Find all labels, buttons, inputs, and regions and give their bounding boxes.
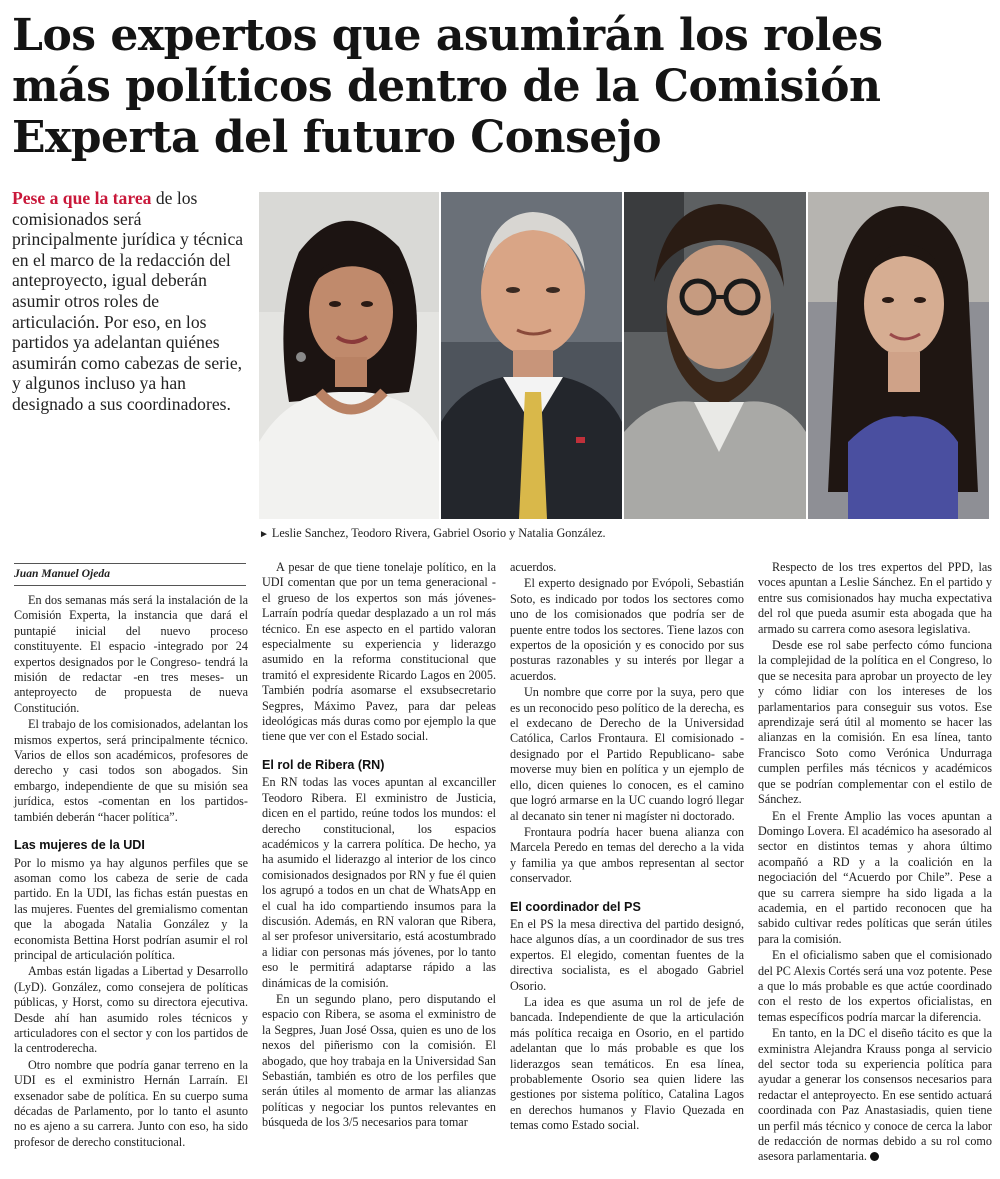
paragraph: A pesar de que tiene tonelaje político, en la UDI comentan que por un tema generacional -el grueso de los expertos son más jóvenes- Larraín podría quedar desplazado a un rol más técnico. En ese aspecto en el partido valoran especialmente su experiencia y liderazgo asumido en la reforma constitucional que tramitó el expresidente Ricardo Lagos en 2005. También podría asomarse el exsubsecretario Segpres, Máximo Pavez, para dar peleas ideológicas más duras como por ejemplo la que tiene que ver con el Estado social. [262, 560, 496, 744]
paragraph-text: En tanto, en la DC el diseño tácito es que la exministra Alejandra Krauss ponga al servicio del sector toda su experiencia política para ayudar a generar los consensos necesarios para redactar el anteproyecto. En ese sentido actuará coordinada con Paz Anastasiadis, quien tiene un perfil más técnico y conoce de cerca la labor de redacción de normas debido a su rol como asesora parlamentaria. [758, 1026, 992, 1164]
portrait-gabriel-osorio [624, 192, 806, 519]
paragraph: Por lo mismo ya hay algunos perfiles que se asoman como los cabeza de serie de cada partido. En la UDI, las fichas están puestas en las mujeres. Fuentes del gremialismo comentan que la abogada Natalia González y la economista Bettina Horst podrían asumir el rol principal de articulación política. [14, 855, 248, 962]
paragraph: En un segundo plano, pero disputando el espacio con Ribera, se asoma el exministro de la Segpres, Juan José Ossa, quien es uno de los nexos del piñerismo con la comisión. El abogado, que hoy trabaja en la Universidad San Sebastián, también es otro de los perfiles que serán útiles al momento de armar las alianzas políticas y negociar los puntos relevantes en búsqueda de los 3/5 necesarios para tomar [262, 991, 496, 1130]
portrait-image [441, 192, 622, 519]
paragraph: Un nombre que corre por la suya, pero que es un reconocido peso político de la derecha, es el exdecano de Derecho de la Universidad Católica, Carlos Frontaura. El comisionado -designado por el Partido Republicano- sabe moverse muy bien en política y un ejemplo de ello, dicen quienes lo conocen, es el camino que logró armarse en la UC cuando logró llegar al decanato sin tener ni magíster ni doctorado. [510, 685, 744, 823]
portrait-image [808, 192, 989, 519]
lead-text: de los comisionados será principalmente jurídica y técnica en el marco de la redacción del anteproyecto, igual deberán asumir otros roles de articulación. Por eso, en los partidos ya adelantan quiénes asumirán como cabezas de serie, y algunos incluso ya han designado a sus coordinadores. [12, 188, 244, 414]
headline: Los expertos que asumirán los roles más políticos dentro de la Comisión Experta del futuro Consejo [12, 10, 883, 163]
lead-paragraph [12, 188, 248, 415]
paragraph: Desde ese rol sabe perfecto cómo funciona la complejidad de la política en el Congreso, lo que se necesita para aprobar un proyecto de ley y cómo lidiar con los intereses de los parlamentarios para conseguir sus votos. Ese aprendizaje será útil al momento se hacer las alianzas en la comisión. En esa línea, tanto Francisco Soto como Verónica Undurraga cumplen perfiles más técnicos y académicos que se podrían complementar con el estilo de Sánchez. [758, 638, 992, 807]
paragraph: Respecto de los tres expertos del PPD, las voces apuntan a Leslie Sánchez. En el partido y entre sus comisionados hay mucha expectativa del rol que pueda asumir esta abogada que ha armado su carrera como asesora legislativa. [758, 560, 992, 636]
paragraph: En RN todas las voces apuntan al excanciller Teodoro Ribera. El exministro de Justicia, dicen en el partido, reúne todos los mundos: el derecho constitucional, los espacios académicos y la carrera política. De hecho, ya ha asumido el liderazgo al interior de los cinco comisionados designados por RN y fue él quien los agrupó a todos en un chat de WhatsApp en el cual ha ido compartiendo insumos para la discusión. Además, en RN valoran que Ribera, al ser profesor universitario, está acostumbrado a lidiar con personas más jóvenes, por lo tanto eso le permitirá adaptarse rápido a las dinámicas de la comisión. [262, 775, 496, 990]
end-of-article-icon [870, 1152, 879, 1161]
last-paragraph [758, 1026, 992, 1165]
paragraph: Frontaura podría hacer buena alianza con Marcela Peredo en temas del derecho a la vida y familia ya que ambos representan al sector conservador. [510, 824, 744, 886]
subheading: El coordinador del PS [510, 899, 641, 914]
byline-rule-top [14, 563, 246, 564]
paragraph: El trabajo de los comisionados, adelantan los mismos expertos, será principalmente técnico. Varios de ellos son académicos, profesores de derecho y casi todos son abogados. Sin embargo, independiente de que su misión sea jurídica, estos -comentan en los partidos- también deberán “hacer política”. [14, 717, 248, 824]
column-1 [14, 593, 248, 1151]
paragraph: En dos semanas más será la instalación de la Comisión Experta, la instancia que dará el puntapié inicial del nuevo proceso constituyente. El espacio -integrado por 24 expertos designados por le Congreso- tendrá la misión de redactar -en tres meses- un anteproyecto de propuesta de nueva Constitución. [14, 593, 248, 715]
paragraph: Otro nombre que podría ganar terreno en la UDI es el exministro Hernán Larraín. El exsenador sabe de política. En su cuerpo suma décadas de Parlamento, por lo tanto el asunto no es ajeno a su carrera. Junto con eso, ha sido profesor de derecho constitucional. [14, 1057, 248, 1149]
paragraph: Ambas están ligadas a Libertad y Desarrollo (LyD). González, como consejera de políticas públicas, y Horst, como su directora ejecutiva. Desde ahí han asumido roles técnicos y articuladores con el sector y con los partidos de la centroderecha. [14, 964, 248, 1056]
column-3 [510, 560, 744, 1135]
portrait-image [624, 192, 806, 519]
caption-marker: ► [259, 529, 269, 540]
subheading: Las mujeres de la UDI [14, 838, 145, 853]
caption-text: Leslie Sanchez, Teodoro Rivera, Gabriel Osorio y Natalia González. [271, 526, 606, 540]
paragraph: El experto designado por Evópoli, Sebastián Soto, es indicado por todos los sectores como uno de los comisionados que podría ser de puente entre todos los sectores. Tiene lazos con expertos de la oposición y es conocido por sus posturas razonables y su interés por llegar a acuerdos. [510, 576, 744, 683]
paragraph: En el Frente Amplio las voces apuntan a Domingo Lovera. El académico ha asesorado al sector en distintos temas y ahora último acompañó a RD y a la coalición en la negociación del “Acuerdo por Chile”. Pese a que su carrera siempre ha sido ligada a la academia, en el partido reconocen que ha sabido cultivar redes políticas que serán útiles para la comisión. [758, 808, 992, 946]
portrait-image [259, 192, 439, 519]
portrait-teodoro-rivera [441, 192, 622, 519]
photo-strip [259, 192, 989, 519]
portrait-leslie-sanchez [259, 192, 439, 519]
photo-caption [259, 526, 989, 542]
column-4 [758, 560, 992, 1166]
paragraph: En el PS la mesa directiva del partido designó, hace algunos días, a un coordinador de sus tres expertos. El elegido, comentan fuentes de la directiva socialista, es el abogado Gabriel Osorio. [510, 916, 744, 993]
paragraph: En el oficialismo saben que el comisionado del PC Alexis Cortés será una voz potente. Pese a que lo más probable es que actúe coordinado con el resto de los expertos oficialistas, en temas específicos podría marcar la diferencia. [758, 948, 992, 1024]
column-2 [262, 560, 496, 1132]
subheading: El rol de Ribera (RN) [262, 757, 385, 772]
paragraph: acuerdos. [510, 560, 557, 574]
byline: Juan Manuel Ojeda [14, 567, 110, 580]
lead-highlight: Pese a que la tarea [12, 188, 152, 208]
portrait-natalia-gonzalez [808, 192, 989, 519]
byline-rule-bottom [14, 585, 246, 586]
paragraph: La idea es que asuma un rol de jefe de bancada. Independiente de que la articulación más política recaiga en Osorio, en el partido adelantan que lo más probable es que los liderazgos sean temáticos. En esa línea, probablemente Osorio sea quien lidere las gestiones por sistema político, Catalina Lagos en derechos humanos y Flavio Quezada en temas como Estado social. [510, 994, 744, 1133]
